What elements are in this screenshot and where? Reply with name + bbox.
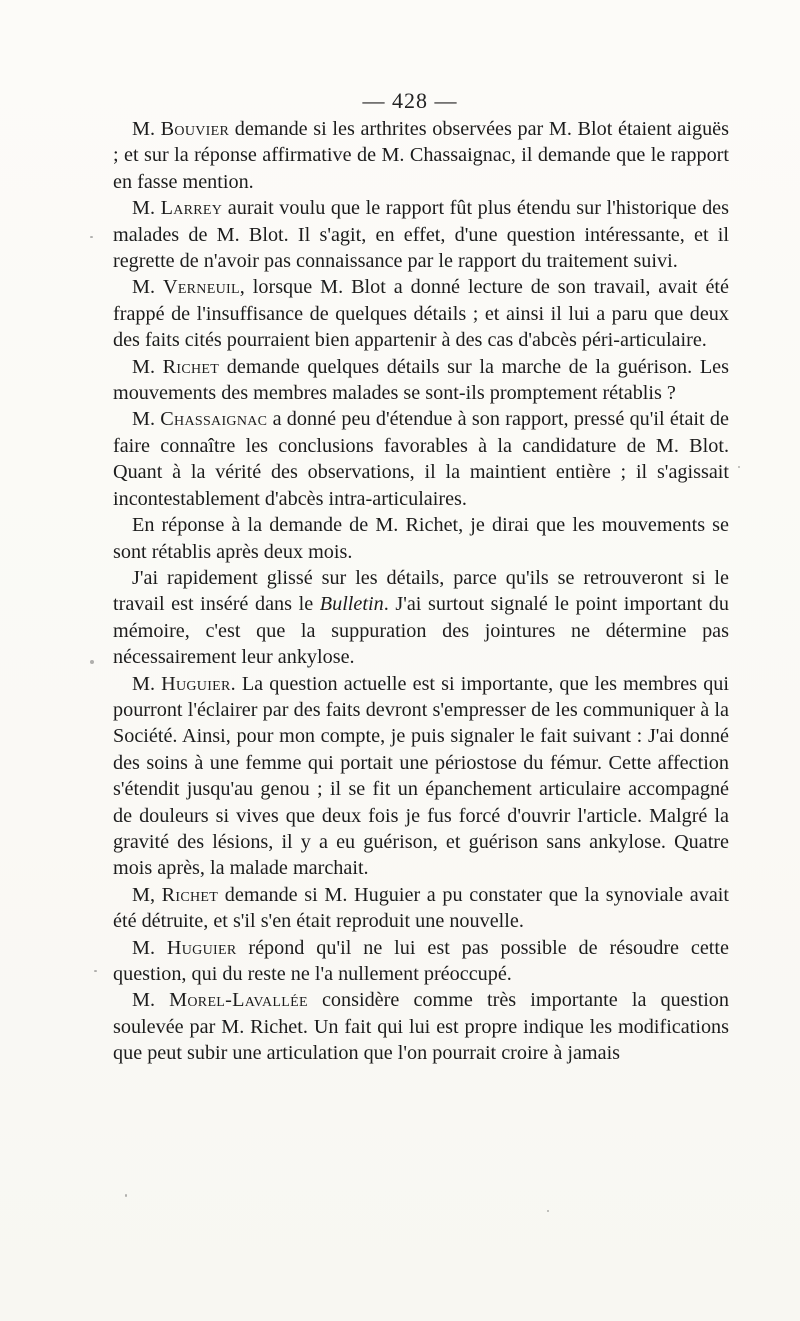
body-text — [113, 116, 729, 1067]
paragraph-text: aurait voulu que le rapport fût plus étendu sur l'historique des malades de M. Blot. Il s'agit, en effet, d'une question intéressante, et il regrette de n'avoir pas connaissance par le rapport du traitement suivi. — [113, 197, 729, 273]
speaker-title: M. — [132, 408, 161, 431]
scan-speck — [547, 1210, 549, 1212]
paragraph-morel-lavallee — [113, 987, 729, 1066]
speaker-name: Richet — [161, 883, 219, 906]
scan-speck — [125, 1194, 127, 1197]
speaker-title: M. — [132, 276, 163, 299]
paragraph-richet-question — [113, 354, 729, 407]
speaker-name: Chassaignac — [160, 408, 268, 431]
paragraph-text: a donné peu d'étendue à son rapport, pressé qu'il était de faire connaître les conclusions favorables à la candidature de M. Blot. Quant à la vérité des observations, il la maintient entière ; il s'agissait incontestablement d'abcès intra-articulaires. — [113, 408, 729, 510]
speaker-title: M, — [132, 883, 162, 906]
speaker-name: Huguier — [166, 936, 237, 959]
scan-speck — [90, 236, 93, 238]
paragraph-text: considère comme très importante la question soulevée par M. Richet. Un fait qui lui est propre indique les modifications que peut subir une articulation que l'on pourrait croire à jamais — [113, 989, 729, 1065]
paragraph-richet-synoviale — [113, 882, 729, 935]
paragraph-verneuil — [113, 274, 729, 353]
speaker-name: Richet — [162, 355, 220, 378]
speaker-title: M. — [132, 118, 161, 140]
paragraph-huguier-reply — [113, 935, 729, 988]
paragraph-chassaignac — [113, 406, 729, 512]
speaker-name: Bouvier — [160, 118, 230, 140]
speaker-title: M. — [132, 355, 163, 378]
speaker-name: Verneuil — [162, 276, 240, 299]
speaker-title: M. — [132, 672, 162, 695]
paragraph-details — [113, 565, 729, 671]
paragraph-text: demande quelques détails sur la marche de la guérison. Les mouvements des membres malades se sont-ils promptement rétablis ? — [113, 355, 729, 405]
speaker-title: M. — [132, 197, 161, 220]
page-number: — 428 — — [362, 88, 458, 113]
paragraph-text: En réponse à la demande de M. Richet, je dirai que les mouvements se sont rétablis après deux mois. — [113, 514, 729, 563]
speaker-name: Larrey — [160, 197, 223, 220]
paragraph-text-after: . J'ai surtout signalé le point important du mémoire, c'est que la suppuration des jointures ne détermine pas nécessairement leur ankylose. — [113, 593, 729, 669]
speaker-name: Huguier — [161, 672, 231, 695]
paragraph-text: répond qu'il ne lui est pas possible de résoudre cette question, qui du reste ne l'a nullement préoccupé. — [113, 936, 729, 985]
paragraph-response — [113, 512, 729, 565]
paragraph-bouvier — [113, 116, 729, 195]
speaker-title: M. — [132, 989, 170, 1012]
paragraph-huguier — [113, 671, 729, 882]
paragraph-text: , lorsque M. Blot a donné lecture de son travail, avait été frappé de l'insuffisance de quelques détails ; et ainsi il lui a paru que deux des faits cités pourraient bien appartenir à des cas d'abcès péri-articulaire. — [113, 276, 729, 352]
paragraph-text: . La question actuelle est si importante, que les membres qui pourront l'éclairer par des faits devront s'empresser de les communiquer à la Société. Ainsi, pour mon compte, je puis signaler le fait suivant : J'ai donné des soins à une femme qui portait une périostose du fémur. Cette affection s'étendit jusqu'au genou ; il se fit un épanchement articulaire accompagné de douleurs si vives que deux fois je fus forcé d'ouvrir l'article. Malgré la gravité des lésions, il y a eu guérison, et guérison sans ankylose. Quatre mois après, la malade marchait. — [113, 672, 730, 880]
speaker-title: M. — [132, 936, 167, 959]
scan-speck — [90, 660, 94, 664]
scan-speck — [94, 970, 97, 972]
speaker-name: Morel-Lavallée — [169, 989, 308, 1012]
paragraph-text: demande si les arthrites observées par M. Blot étaient aiguës ; et sur la réponse affirmative de M. Chassaignac, il demande que le rapport en fasse mention. — [113, 118, 730, 193]
scan-speck — [738, 466, 740, 468]
paragraph-larrey — [113, 195, 729, 274]
bulletin-title: Bulletin — [319, 593, 384, 616]
paragraph-text: J'ai rapidement glissé sur les détails, parce qu'ils se retrouveront si le travail est inséré dans le — [113, 566, 729, 616]
paragraph-text: demande si M. Huguier a pu constater que la synoviale avait été détruite, et s'il s'en était reproduit une nouvelle. — [113, 883, 729, 933]
